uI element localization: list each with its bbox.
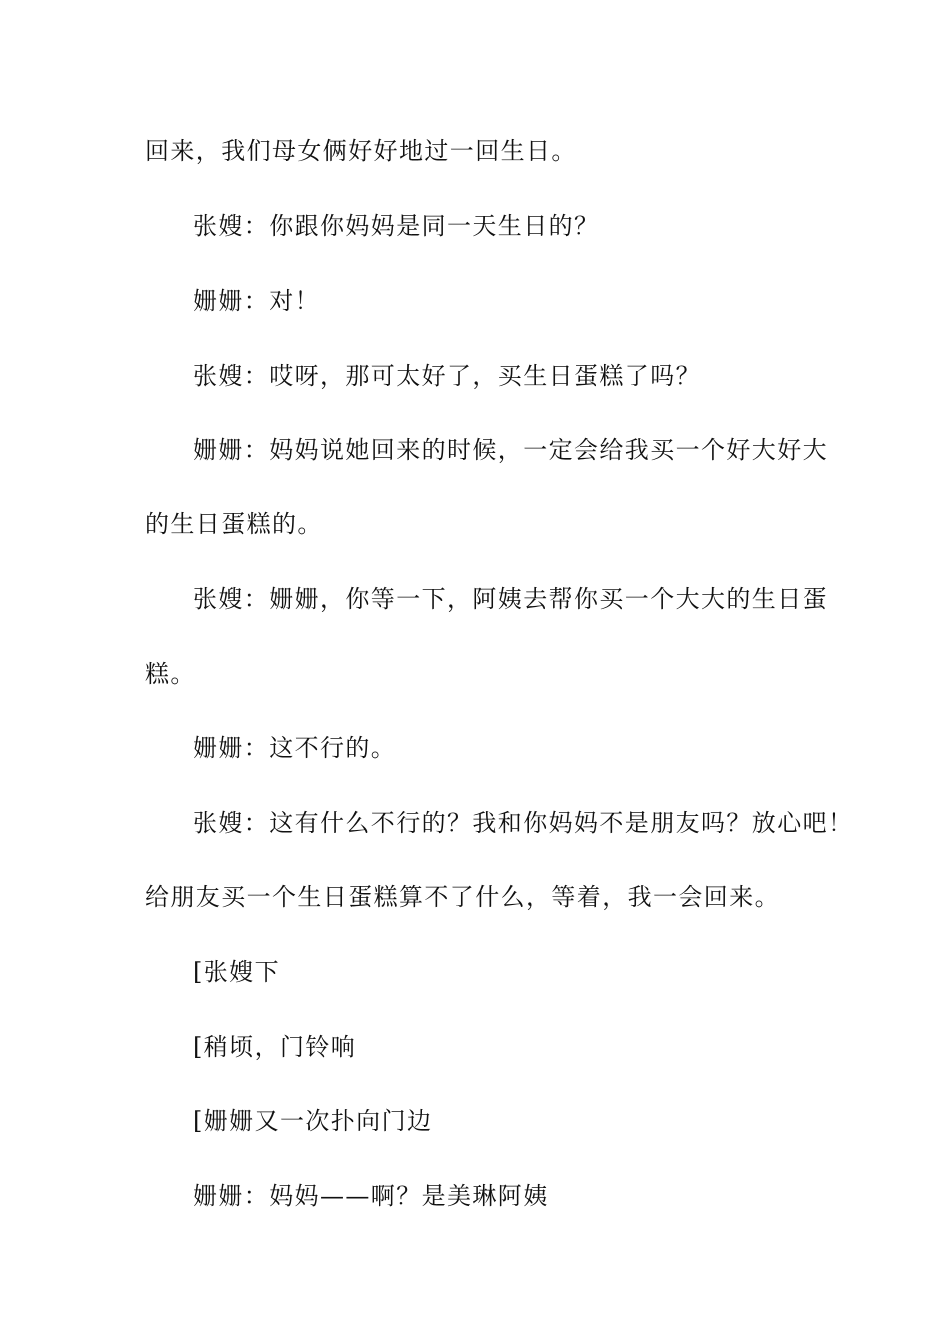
dialogue-line: 张嫂：这有什么不行的？我和你妈妈不是朋友吗？放心吧！ (193, 809, 854, 837)
text-line: 给朋友买一个生日蛋糕算不了什么，等着，我一会回来。 (145, 883, 780, 911)
dialogue-line: 姗姗：对！ (193, 287, 320, 315)
text-line: 回来，我们母女俩好好地过一回生日。 (145, 137, 577, 165)
dialogue-line: 姗姗：妈妈——啊？是美琳阿姨 (193, 1182, 549, 1210)
dialogue-line: 姗姗：这不行的。 (193, 734, 397, 762)
text-line: 糕。 (145, 660, 196, 688)
text-line: 的生日蛋糕的。 (145, 510, 323, 538)
stage-direction: [姗姗又一次扑向门边 (193, 1107, 433, 1135)
dialogue-line: 张嫂：你跟你妈妈是同一天生日的？ (193, 212, 600, 240)
stage-direction: [稍顷，门铃响 (193, 1033, 357, 1061)
dialogue-line: 张嫂：哎呀，那可太好了，买生日蛋糕了吗？ (193, 362, 701, 390)
dialogue-line: 姗姗：妈妈说她回来的时候，一定会给我买一个好大好大 (193, 436, 828, 464)
stage-direction: [张嫂下 (193, 958, 280, 986)
dialogue-line: 张嫂：姗姗，你等一下，阿姨去帮你买一个大大的生日蛋 (193, 585, 828, 613)
